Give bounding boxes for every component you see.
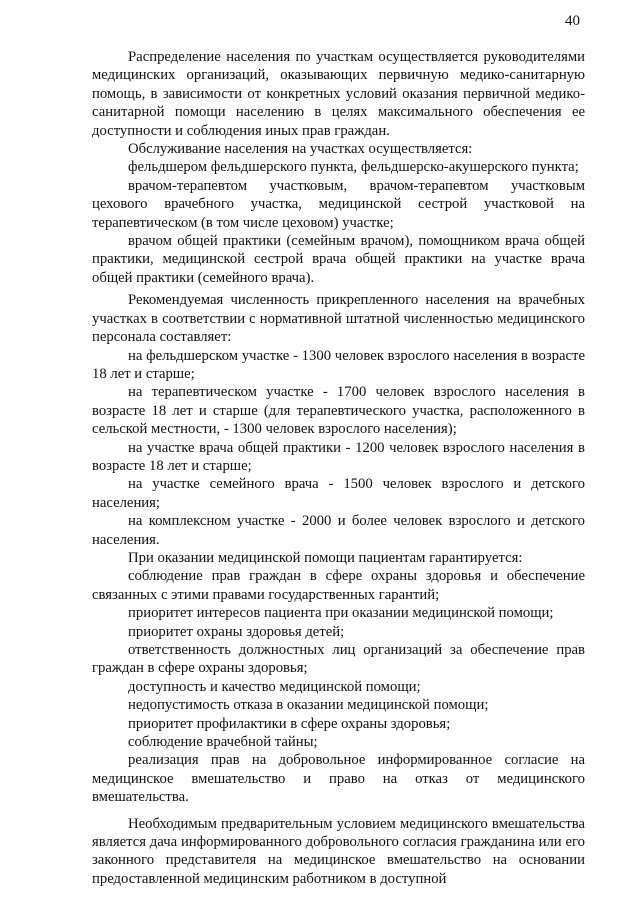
list-item-accessibility: доступность и качество медицинской помощи; xyxy=(128,678,421,695)
paragraph-consent-condition: Необходимым предварительным условием медицинского вмешательства является дача информированного добровольного согласия гражданина или его законного представителя на медицинское вмешательство на основании предоставленной медицинским работником в доступной xyxy=(92,815,585,887)
paragraph-guarantees-intro: При оказании медицинской помощи пациентам гарантируется: xyxy=(128,549,523,566)
paragraph-distribution: Распределение населения по участкам осуществляется руководителями медицинских организаций, оказывающих первичную медико-санитарную помощь, в зависимости от конкретных условий оказания первичной медико-санитарной помощи населению в целях максимального обеспечения ее доступности и соблюдения иных прав граждан. xyxy=(92,49,585,139)
page-number: 40 xyxy=(565,13,580,29)
paragraph-recommended-population: Рекомендуемая численность прикрепленного населения на врачебных участках в соответствии с нормативной штатной численностью медицинского персонала составляет: xyxy=(92,292,585,346)
list-item-patient-priority: приоритет интересов пациента при оказании медицинской помощи; xyxy=(128,605,554,622)
list-item-feldsher-area: на фельдшерском участке - 1300 человек взрослого населения в возрасте 18 лет и старше; xyxy=(92,347,585,382)
list-item-confidentiality: соблюдение врачебной тайны; xyxy=(128,734,318,751)
list-item-therapist: врачом-терапевтом участковым, врачом-терапевтом участковым цехового врачебного участка, медицинской сестрой участковой на терапевтическом (в том числе цеховом) участке; xyxy=(92,177,585,231)
list-item-gp-area: на участке врача общей практики - 1200 человек взрослого населения в возрасте 18 лет и старше; xyxy=(92,439,585,474)
list-item-prevention: приоритет профилактики в сфере охраны здоровья; xyxy=(128,715,451,732)
list-item-informed-consent: реализация прав на добровольное информированное согласие на медицинское вмешательство и право на отказ от медицинского вмешательства. xyxy=(92,752,585,806)
paragraph-service-intro: Обслуживание населения на участках осуществляется: xyxy=(128,141,473,158)
list-item-children-priority: приоритет охраны здоровья детей; xyxy=(128,623,345,640)
document-body xyxy=(92,48,585,888)
list-item-complex-area: на комплексном участке - 2000 и более человек взрослого и детского населения. xyxy=(92,513,585,548)
list-item-responsibility: ответственность должностных лиц организаций за обеспечение прав граждан в сфере охраны здоровья; xyxy=(92,642,585,677)
list-item-general-practice: врачом общей практики (семейным врачом), помощником врача общей практики, медицинской сестрой врача общей практики на участке врача общей практики (семейного врача). xyxy=(92,233,585,286)
list-item-rights: соблюдение прав граждан в сфере охраны здоровья и обеспечение связанных с этими правами государственных гарантий; xyxy=(92,568,585,603)
list-item-family-doctor-area: на участке семейного врача - 1500 человек взрослого и детского населения; xyxy=(92,476,585,511)
list-item-therapeutic-area: на терапевтическом участке - 1700 человек взрослого населения в возрасте 18 лет и старше (для терапевтического участка, расположенного в сельской местности, - 1300 человек взрослого населения); xyxy=(92,384,585,438)
list-item-feldsher: фельдшером фельдшерского пункта, фельдшерско-акушерского пункта; xyxy=(128,159,579,176)
list-item-no-refusal: недопустимость отказа в оказании медицинской помощи; xyxy=(128,697,489,714)
